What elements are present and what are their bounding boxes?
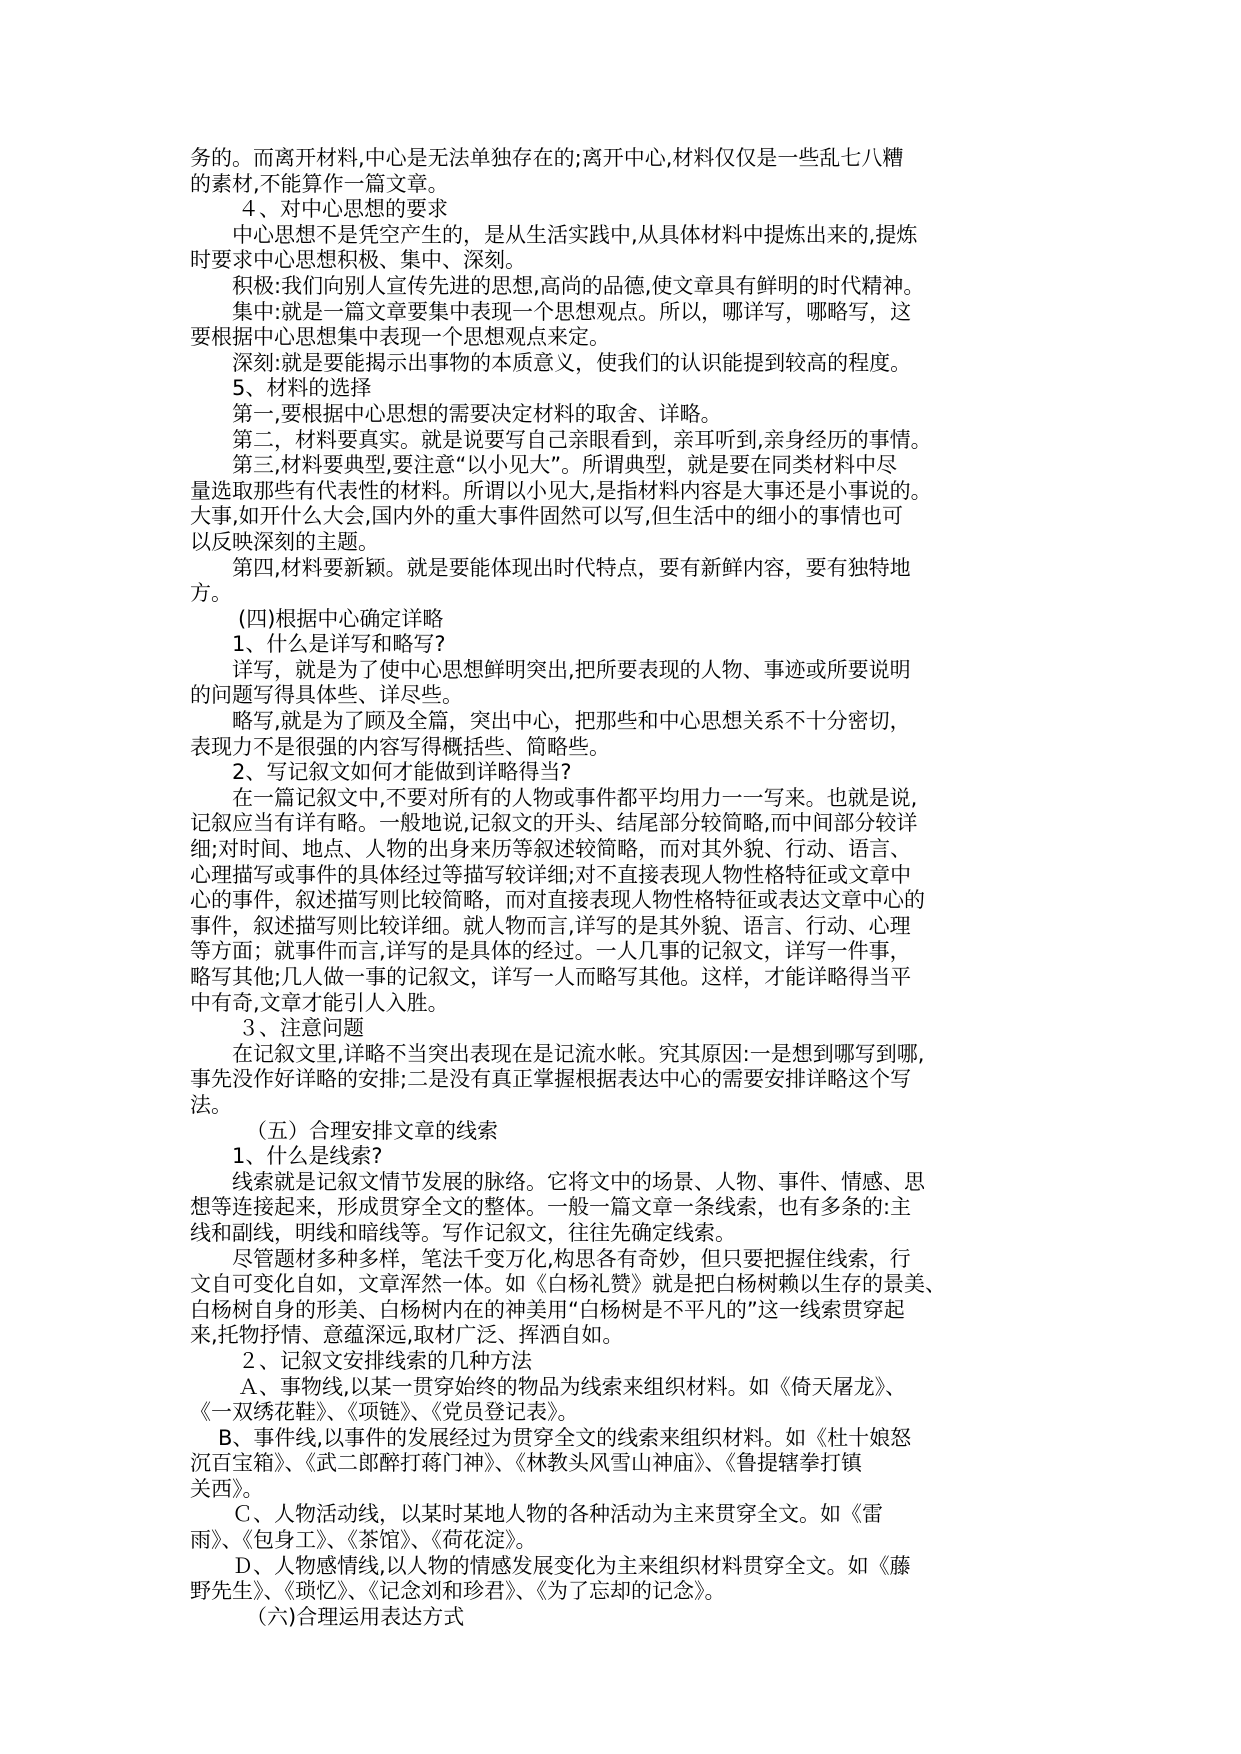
- text-line: ２、记叙文安排线索的几种方法: [238, 1348, 532, 1373]
- text-line: Ａ、事物线,以某一贯穿始终的物品为线索来组织材料。如《倚天屠龙》、: [238, 1374, 907, 1399]
- text-line: ４、对中心思想的要求: [238, 197, 448, 222]
- text-line: 详写，就是为了使中心思想鲜明突出,把所要表现的人物、事迹或所要说明: [232, 657, 911, 682]
- text-line: 事件，叙述描写则比较详细。就人物而言,详写的是其外貌、语言、行动、心理: [190, 913, 911, 938]
- text-line: 第四,材料要新颖。就是要能体现出时代特点，要有新鲜内容，要有独特地: [232, 555, 911, 580]
- text-line: （五）合理安排文章的线索: [246, 1118, 498, 1143]
- text-line: 大事,如开什么大会,国内外的重大事件固然可以写,但生活中的细小的事情也可: [190, 504, 904, 529]
- text-line: 《一双绣花鞋》、《项链》、《党员登记表》。: [190, 1400, 579, 1425]
- document-body: [190, 146, 1066, 1630]
- text-line: 想等连接起来，形成贯穿全文的整体。一般一篇文章一条线索，也有多条的:主: [190, 1195, 912, 1220]
- text-line: 心理描写或事件的具体经过等描写较详细;对不直接表现人物性格特征或文章中: [190, 862, 912, 887]
- text-line: 1、什么是详写和略写?: [232, 632, 446, 657]
- text-line: 记叙应当有详有略。一般地说,记叙文的开头、结尾部分较简略,而中间部分较详: [190, 811, 918, 836]
- text-line: 尽管题材多种多样，笔法千变万化,构思各有奇妙，但只要把握住线索，行: [232, 1246, 911, 1271]
- text-line: ３、注意问题: [238, 1016, 364, 1041]
- text-line: 积极:我们向别人宣传先进的思想,高尚的品德,使文章具有鲜明的时代精神。: [232, 273, 925, 298]
- text-line: 线和副线，明线和暗线等。写作记叙文，往往先确定线索。: [190, 1220, 736, 1245]
- text-line: 中有奇,文章才能引人入胜。: [190, 990, 449, 1015]
- text-line: 来,托物抒情、意蕴深远,取材广泛、挥洒自如。: [190, 1323, 624, 1348]
- text-line: 法。: [190, 1092, 232, 1117]
- text-line: （六)合理运用表达方式: [246, 1604, 465, 1629]
- text-line: 文自可变化自如，文章浑然一体。如《白杨礼赞》就是把白杨树赖以生存的景美、: [190, 1272, 946, 1297]
- text-line: 中心思想不是凭空产生的，是从生活实践中,从具体材料中提炼出来的,提炼: [232, 222, 918, 247]
- text-line: 细;对时间、地点、人物的出身来历等叙述较简略，而对其外貌、行动、语言、: [190, 837, 912, 862]
- text-line: 第三,材料要典型,要注意“以小见大”。所谓典型，就是要在同类材料中尽: [232, 453, 898, 478]
- text-line: 深刻:就是要能揭示出事物的本质意义，使我们的认识能提到较高的程度。: [232, 350, 912, 375]
- text-line: 务的。而离开材料,中心是无法单独存在的;离开中心,材料仅仅是一些乱七八糟: [190, 146, 904, 170]
- text-line: 表现力不是很强的内容写得概括些、简略些。: [190, 734, 610, 759]
- text-line: 第二，材料要真实。就是说要写自己亲眼看到，亲耳听到,亲身经历的事情。: [232, 427, 932, 452]
- text-line: 量选取那些有代表性的材料。所谓以小见大,是指材料内容是大事还是小事说的。: [190, 478, 932, 503]
- text-line: 略写,就是为了顾及全篇，突出中心，把那些和中心思想关系不十分密切，: [232, 709, 911, 734]
- text-line: B、事件线,以事件的发展经过为贯穿全文的线索来组织材料。如《杜十娘怒: [218, 1425, 912, 1450]
- text-line: 线索就是记叙文情节发展的脉络。它将文中的场景、人物、事件、情感、思: [232, 1169, 925, 1194]
- text-line: 略写其他;几人做一事的记叙文，详写一人而略写其他。这样，才能详略得当平: [190, 965, 912, 989]
- text-line: 方。: [190, 581, 232, 606]
- text-line: 的素材,不能算作一篇文章。: [190, 171, 449, 196]
- text-line: 沉百宝箱》、《武二郎醉打蒋门神》、《林教头风雪山神庙》、《鲁提辖拳打镇: [190, 1451, 862, 1476]
- text-line: 的问题写得具体些、详尽些。: [190, 683, 463, 708]
- text-line: Ｄ、人物感情线,以人物的情感发展变化为主来组织材料贯穿全文。如《藤: [232, 1553, 911, 1578]
- text-line: 等方面；就事件而言,详写的是具体的经过。一人几事的记叙文，详写一件事，: [190, 939, 911, 964]
- text-line: 以反映深刻的主题。: [190, 529, 379, 554]
- text-line: 在记叙文里,详略不当突出表现在是记流水帐。究其原因:一是想到哪写到哪,: [232, 1041, 925, 1066]
- text-line: 野先生》、《琐忆》、《记念刘和珍君》、《为了忘却的记念》。: [190, 1579, 726, 1604]
- text-line: 5、材料的选择: [232, 376, 372, 401]
- text-line: 心的事件，叙述描写则比较简略，而对直接表现人物性格特征或表达文章中心的: [190, 888, 925, 913]
- text-line: 时要求中心思想积极、集中、深刻。: [190, 248, 526, 273]
- text-line: 事先没作好详略的安排;二是没有真正掌握根据表达中心的需要安排详略这个写: [190, 1067, 912, 1092]
- text-line: Ｃ、人物活动线，以某时某地人物的各种活动为主来贯穿全文。如《雷: [232, 1502, 883, 1527]
- text-line: 在一篇记叙文中,不要对所有的人物或事件都平均用力一一写来。也就是说,: [232, 785, 918, 810]
- text-line: 2、写记叙文如何才能做到详略得当?: [232, 760, 572, 785]
- text-line: (四)根据中心确定详略: [238, 606, 444, 631]
- text-line: 关西》。: [190, 1476, 264, 1501]
- text-line: 集中:就是一篇文章要集中表现一个思想观点。所以，哪详写，哪略写，这: [232, 299, 912, 324]
- text-line: 1、什么是线索?: [232, 1144, 383, 1169]
- text-line: 要根据中心思想集中表现一个思想观点来定。: [190, 325, 610, 350]
- text-line: 第一,要根据中心思想的需要决定材料的取舍、详略。: [232, 401, 722, 426]
- text-line: 雨》、《包身工》、《茶馆》、《荷花淀》。: [190, 1528, 537, 1553]
- text-line: 白杨树自身的形美、白杨树内在的神美用“白杨树是不平凡的”这一线索贯穿起: [190, 1297, 905, 1322]
